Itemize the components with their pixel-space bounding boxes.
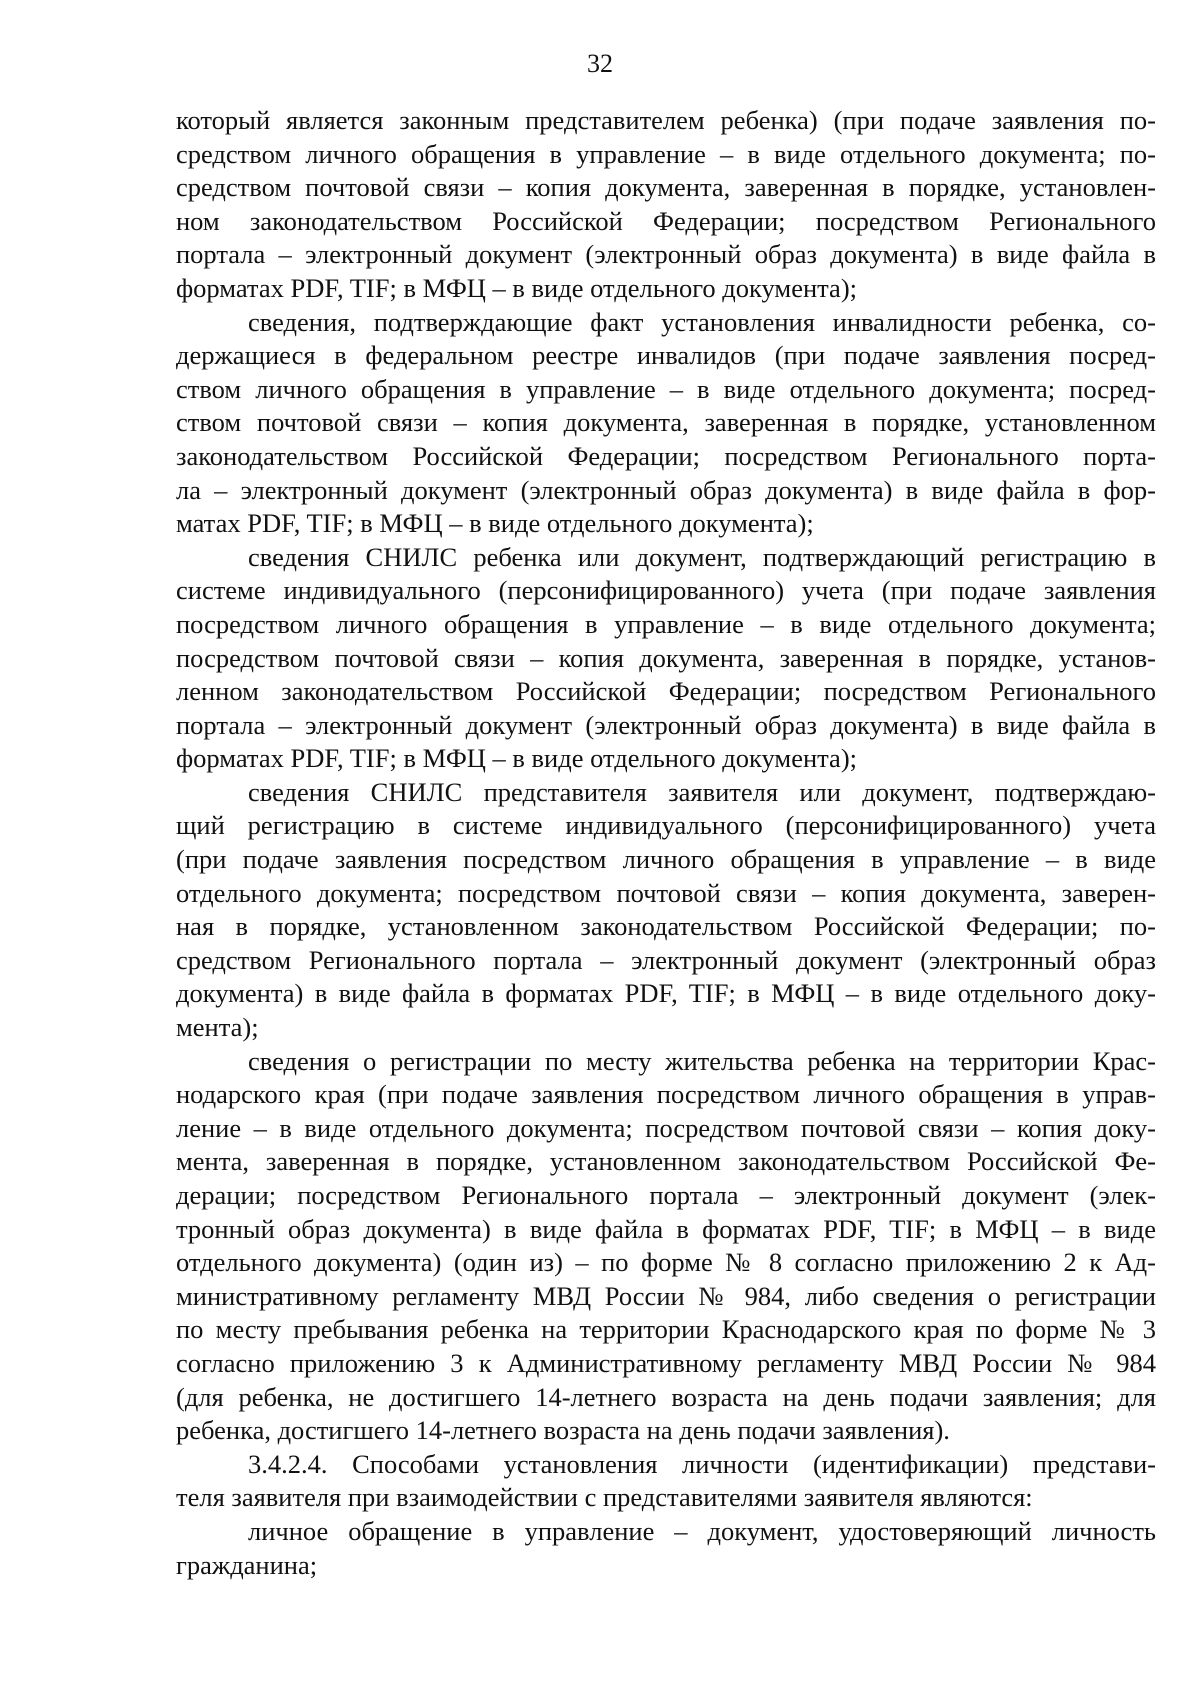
text-line: теля заявителя при взаимодействии с представителями заявителя являются: bbox=[176, 1482, 1033, 1513]
paragraph bbox=[176, 306, 1156, 541]
text-line: отдельного документа) (один из) – по форме № 8 согласно приложению 2 к Ад- bbox=[176, 1247, 1156, 1278]
text-line: законодательством Российской Федерации; посредством Регионального порта- bbox=[176, 440, 1156, 471]
text-line: нодарского края (при подаче заявления посредством личного обращения в управ- bbox=[176, 1079, 1156, 1110]
text-line: ленном законодательством Российской Федерации; посредством Регионального bbox=[176, 676, 1156, 707]
text-line: средством личного обращения в управление – в виде отдельного документа; по- bbox=[176, 138, 1156, 169]
text-line: матах PDF, TIF; в МФЦ – в виде отдельного документа); bbox=[176, 508, 814, 539]
text-line: ством личного обращения в управление – в виде отдельного документа; посред- bbox=[176, 373, 1156, 404]
text-line: ление – в виде отдельного документа; посредством почтовой связи – копия доку- bbox=[176, 1112, 1156, 1143]
text-line: ном законодательством Российской Федерации; посредством Регионального bbox=[176, 205, 1156, 236]
text-line: министративному регламенту МВД России № 984, либо сведения о регистрации bbox=[176, 1280, 1156, 1311]
text-line: системе индивидуального (персонифицированного) учета (при подаче заявления bbox=[176, 575, 1156, 606]
text-line: 3.4.2.4. Способами установления личности (идентификации) представи- bbox=[248, 1448, 1156, 1479]
text-line: мента, заверенная в порядке, установленном законодательством Российской Фе- bbox=[176, 1146, 1156, 1177]
text-line: посредством личного обращения в управление – в виде отдельного документа; bbox=[176, 608, 1156, 639]
text-line: сведения о регистрации по месту жительства ребенка на территории Крас- bbox=[248, 1045, 1156, 1076]
text-line: ством почтовой связи – копия документа, заверенная в порядке, установленном bbox=[176, 407, 1156, 438]
text-line: ребенка, достигшего 14-летнего возраста на день подачи заявления). bbox=[176, 1415, 950, 1446]
text-line: тронный образ документа) в виде файла в форматах PDF, TIF; в МФЦ – в виде bbox=[176, 1213, 1156, 1244]
page-number: 32 bbox=[587, 49, 613, 78]
text-line: дерации; посредством Регионального портала – электронный документ (элек- bbox=[176, 1180, 1156, 1210]
text-line: форматах PDF, TIF; в МФЦ – в виде отдельного документа); bbox=[176, 743, 858, 774]
text-line: отдельного документа; посредством почтовой связи – копия документа, заверен- bbox=[176, 877, 1156, 908]
text-line: мента); bbox=[176, 1012, 259, 1043]
text-line: средством Регионального портала – электронный документ (электронный образ bbox=[176, 944, 1156, 975]
text-line: форматах PDF, TIF; в МФЦ – в виде отдельного документа); bbox=[176, 272, 858, 303]
text-line: щий регистрацию в системе индивидуального (персонифицированного) учета bbox=[176, 810, 1156, 841]
text-line: согласно приложению 3 к Административному регламенту МВД России № 984 bbox=[176, 1347, 1156, 1378]
text-line: (при подаче заявления посредством личного обращения в управление – в виде bbox=[176, 844, 1156, 875]
paragraph bbox=[176, 1515, 1156, 1582]
text-line: портала – электронный документ (электронный образ документа) в виде файла в bbox=[176, 239, 1156, 270]
paragraph bbox=[176, 1045, 1156, 1448]
paragraph bbox=[176, 1448, 1156, 1515]
text-line: держащиеся в федеральном реестре инвалидов (при подаче заявления посред- bbox=[176, 340, 1156, 371]
text-line: портала – электронный документ (электронный образ документа) в виде файла в bbox=[176, 709, 1156, 740]
text-line: (для ребенка, не достигшего 14-летнего возраста на день подачи заявления; для bbox=[176, 1381, 1156, 1412]
paragraph bbox=[176, 776, 1156, 1045]
text-line: ная в порядке, установленном законодательством Российской Федерации; по- bbox=[176, 911, 1156, 942]
paragraph bbox=[176, 104, 1156, 306]
text-line: сведения СНИЛС ребенка или документ, подтверждающий регистрацию в bbox=[248, 541, 1156, 572]
text-line: сведения СНИЛС представителя заявителя или документ, подтверждаю- bbox=[248, 776, 1156, 807]
text-line: который является законным представителем ребенка) (при подаче заявления по- bbox=[176, 105, 1156, 135]
paragraph bbox=[176, 541, 1156, 776]
text-line: по месту пребывания ребенка на территории Краснодарского края по форме № 3 bbox=[176, 1314, 1156, 1345]
text-line: гражданина; bbox=[176, 1549, 318, 1580]
text-line: ла – электронный документ (электронный образ документа) в виде файла в фор- bbox=[176, 474, 1156, 505]
document-body bbox=[176, 104, 1156, 1582]
text-line: средством почтовой связи – копия документа, заверенная в порядке, установлен- bbox=[176, 172, 1156, 203]
text-line: документа) в виде файла в форматах PDF, TIF; в МФЦ – в виде отдельного доку- bbox=[176, 978, 1156, 1009]
text-line: личное обращение в управление – документ, удостоверяющий личность bbox=[248, 1515, 1156, 1546]
text-line: посредством почтовой связи – копия документа, заверенная в порядке, установ- bbox=[176, 642, 1156, 673]
text-line: сведения, подтверждающие факт установления инвалидности ребенка, со- bbox=[248, 306, 1156, 337]
